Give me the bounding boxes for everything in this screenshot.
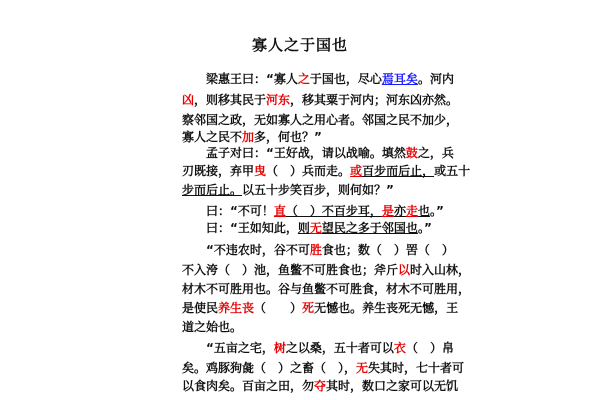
text-line (182, 182, 394, 198)
highlighted-word: 凶 (182, 93, 195, 107)
text-line (182, 92, 458, 108)
text-segment: 以食肉矣。百亩之田，勿 (182, 379, 315, 393)
highlighted-word: 夺 (314, 379, 327, 393)
text-segment: 寡人之民不 (182, 130, 243, 144)
text-line (182, 281, 470, 297)
text-segment: ，则移其民于 (194, 93, 267, 107)
text-segment: 刃既接，弃甲 (182, 164, 255, 178)
text-segment: 无憾也。养生丧死无憾，王 (314, 301, 459, 315)
text-segment: 则 (297, 221, 310, 235)
text-segment: 其时，数口之家可以无饥 (326, 379, 459, 393)
text-line (182, 112, 458, 128)
text-line (182, 163, 470, 179)
text-line (182, 203, 444, 219)
highlighted-word: 直 (273, 204, 286, 218)
text-segment: 时入山林， (410, 263, 471, 277)
highlighted-word: 死 (302, 301, 315, 315)
highlighted-word: 以 (398, 263, 411, 277)
text-segment: 以五十步笑百步，则何如？” (242, 183, 394, 197)
text-segment: ，移其粟于河内；河东凶亦然。 (290, 93, 459, 107)
text-segment: 梁惠王曰：“寡人 (182, 72, 298, 86)
highlighted-word: 树 (273, 341, 286, 355)
text-segment: 孟子对曰：“王好战，请以战喻。填然 (182, 146, 406, 160)
text-segment: （ ）兵而走。 (266, 164, 351, 178)
text-segment: 道之始也。 (182, 320, 243, 334)
highlighted-word: 河东 (266, 93, 291, 107)
text-line (182, 220, 432, 236)
highlighted-phrase: 焉耳矣 (381, 72, 418, 86)
text-line (182, 300, 458, 316)
text-segment: 或五十 (434, 164, 471, 178)
text-segment: 也 (417, 204, 430, 218)
text-segment: “不违农时，谷不可 (182, 243, 310, 257)
page-title: 寡人之于国也 (251, 36, 348, 54)
text-segment: 曰：“不可！ (182, 204, 274, 218)
text-segment: 。河内 (417, 72, 454, 86)
text-segment: 多，何也？” (254, 130, 322, 144)
text-segment: 察邻国之政，无如寡人之用心者。邻国之民不加少， (182, 113, 459, 127)
highlighted-word: 鼓 (405, 146, 418, 160)
highlighted-word: 胜 (309, 243, 322, 257)
text-segment: “五亩之宅， (182, 341, 274, 355)
highlighted-word: 无 (356, 361, 369, 375)
text-segment: （ ） (254, 301, 303, 315)
highlighted-word: 衣 (393, 341, 406, 355)
text-segment: （ ）不百步耳， (285, 204, 382, 218)
text-segment: 之以桑，五十者可以 (285, 341, 394, 355)
highlighted-word: 是 (381, 204, 394, 218)
text-segment: 矣。鸡豚狗彘（ ）之畜（ ）， (182, 361, 357, 375)
text-segment: 食也；数（ ）罟（ ） (321, 243, 454, 257)
text-line (182, 145, 454, 161)
text-line (182, 378, 458, 394)
text-line (182, 262, 470, 278)
text-line (182, 242, 454, 258)
highlighted-word: 或 (350, 164, 363, 178)
text-segment: 是使民 (182, 301, 219, 315)
text-line (182, 319, 242, 335)
text-segment: 于国也，尽心 (309, 72, 382, 86)
text-line (182, 340, 454, 356)
text-segment: 失其时，七十者可 (368, 361, 465, 375)
text-segment: 百步而后止， (362, 164, 435, 178)
text-line (182, 360, 464, 376)
text-segment: 之，兵 (417, 146, 454, 160)
text-segment: 亦 (393, 204, 406, 218)
highlighted-word: 加 (242, 130, 255, 144)
text-line (182, 71, 454, 87)
text-segment: 。” (429, 204, 444, 218)
text-segment: 材木不可胜用也。谷与鱼鳖不可胜食，材木不可胜用， (182, 282, 471, 296)
highlighted-word: 无 (309, 221, 322, 235)
text-segment: 不入洿（ ）池，鱼鳖不可胜食也；斧斤 (182, 263, 399, 277)
text-segment: 曰：“王如知此， (182, 221, 298, 235)
text-segment: （ ）帛 (405, 341, 454, 355)
text-segment: 步而后止。 (182, 183, 243, 197)
highlighted-word: 曳 (254, 164, 267, 178)
text-line (182, 129, 322, 145)
highlighted-word: 之 (297, 72, 310, 86)
text-segment: 望民之多于邻国也 (321, 221, 418, 235)
text-segment: 。” (417, 221, 432, 235)
highlighted-word: 养生丧 (218, 301, 255, 315)
highlighted-word: 走 (405, 204, 418, 218)
